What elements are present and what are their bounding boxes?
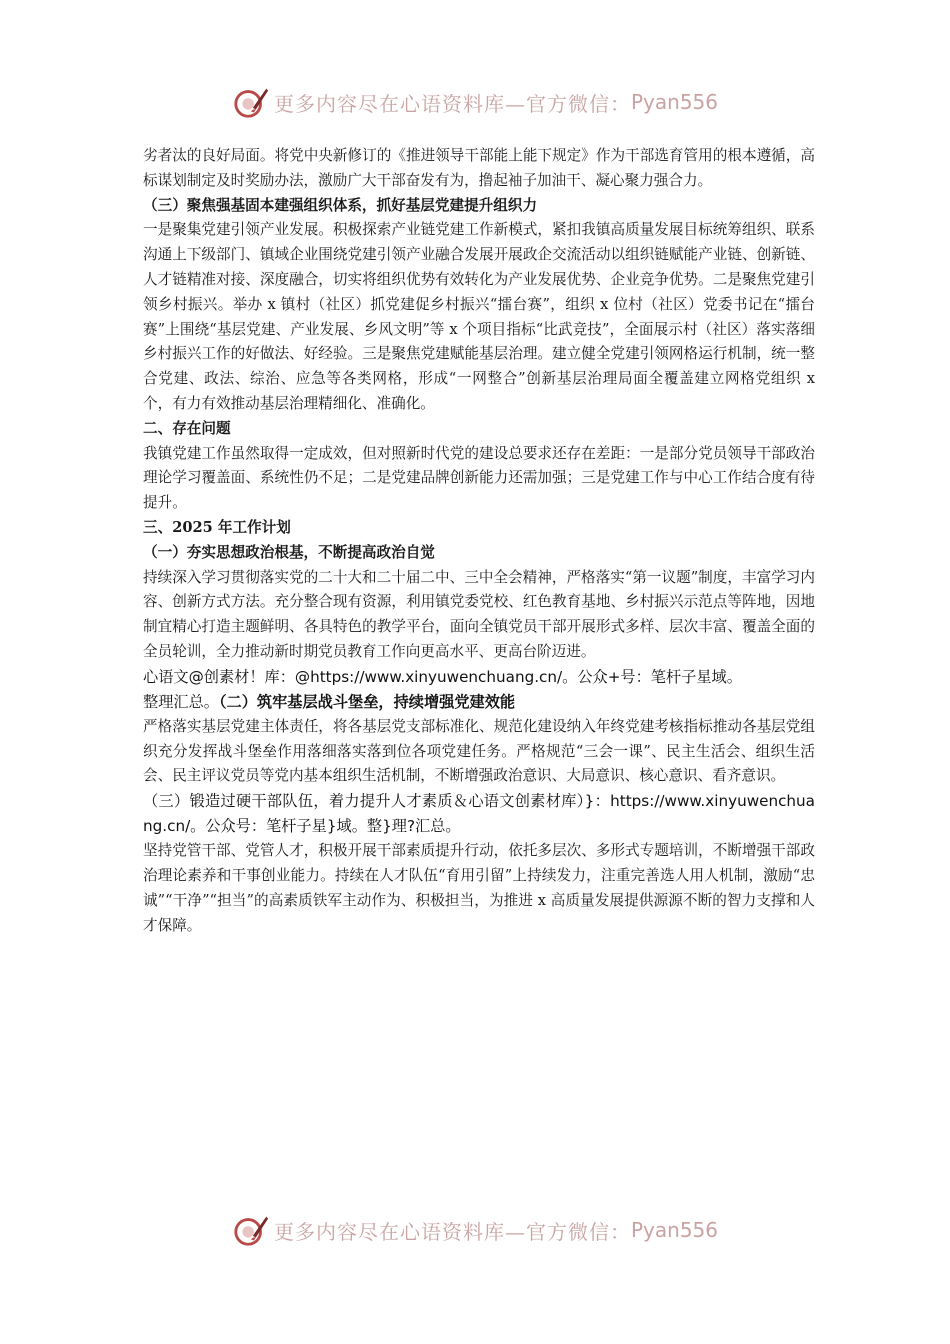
watermark-wechat-id: Pyan556 xyxy=(630,1218,718,1242)
section-heading: （三）聚焦强基固本建强组织体系，抓好基层党建提升组织力 xyxy=(143,196,538,214)
paragraph: 我镇党建工作虽然取得一定成效，但对照新时代党的建设总要求还存在差距：一是部分党员领导干部政治理论学习覆盖面、系统性仍不足；二是党建品牌创新能力还需加强；三是党建工作与中心工作结合度有待提升。 xyxy=(143,444,815,512)
ad-line-with-heading xyxy=(143,690,815,715)
brush-logo-icon xyxy=(232,83,270,121)
watermark-wechat-id: Pyan556 xyxy=(630,90,718,114)
paragraph: 严格落实基层党建主体责任，将各基层党支部标准化、规范化建设纳入年终党建考核指标推动各基层党组织充分发挥战斗堡垒作用落细落实落到位各项党建任务。严格规范“三会一课”、民主生活会、组织生活会、民主评议党员等党内基本组织生活机制，不断增强政治意识、大局意识、核心意识、看齐意识。 xyxy=(143,717,815,785)
watermark-text: 更多内容尽在心语资料库—官方微信： xyxy=(273,91,631,116)
section-heading: （二）筑牢基层战斗堡垒，持续增强党建效能 xyxy=(218,692,516,711)
section-heading: （一）夯实思想政治根基，不断提高政治自觉 xyxy=(143,543,435,561)
paragraph: 一是聚集党建引领产业发展。积极探索产业链党建工作新模式，紧扣我镇高质量发展目标统筹组织、联系沟通上下级部门、镇域企业围绕党建引领产业融合发展开展政企交流活动以组织链赋能产业链、创新链、人才链精准对接、深度融合，切实将组织优势有效转化为产业发展优势、企业竞争优势。二是聚焦党建引领乡村振兴。举办 x 镇村（社区）抓党建促乡村振兴“擂台赛”，组织 x 位村（社区）党委书记在“擂台赛”上围绕“基层党建、产业发展、乡风文明”等 x 个项目指标“比武竞技”，全面展示村（社区）落实落细乡村振兴工作的好做法、好经验。三是聚焦党建赋能基层治理。建立健全党建引领网格运行机制，统一整合党建、政法、综治、应急等各类网格，形成“一网整合”创新基层治理局面全覆盖建立网格党组织 x 个，有力有效推动基层治理精细化、准确化。 xyxy=(143,221,815,412)
paragraph: 持续深入学习贯彻落实党的二十大和二十届二中、三中全会精神，严格落实“第一议题”制度，丰富学习内容、创新方式方法。充分整合现有资源，利用镇党委党校、红色教育基地、乡村振兴示范点等阵地，因地制宜精心打造主题鲜明、各具特色的教学平台，面向全镇党员干部开展形式多样、层次丰富、覆盖全面的全员轮训，全力推动新时期党员教育工作向更高水平、更高台阶迈进。 xyxy=(143,568,815,660)
watermark-header xyxy=(0,82,950,122)
ad-suffix: 整理汇总。 xyxy=(143,692,219,711)
paragraph: 劣者汰的良好局面。将党中央新修订的《推进领导干部能上能下规定》作为干部选育管用的根本遵循，高标谋划制定及时奖励办法，激励广大干部奋发有为，撸起袖子加油干、凝心聚力强合力。 xyxy=(143,147,815,189)
section-heading: 三、2025 年工作计划 xyxy=(143,518,291,536)
watermark-footer xyxy=(0,1210,950,1250)
section-heading: 二、存在问题 xyxy=(143,419,231,437)
ad-heading-block: （三）锻造过硬干部队伍，着力提升人才素质＆心语文创素材库）}：https://www.xinyuwenchuang.cn/。公众号：笔杆子星}域。整}理?汇总。 xyxy=(143,792,815,836)
paragraph: 坚持党管干部、党管人才，积极开展干部素质提升行动，依托多层次、多形式专题培训，不断增强干部政治理论素养和干事创业能力。持续在人才队伍“育用引留”上持续发力，注重完善选人用人机制，激励“忠诚”“干净”“担当”的高素质铁军主动作为、积极担当，为推进 x 高质量发展提供源源不断的智力支撑和人才保障。 xyxy=(143,842,815,934)
document-body xyxy=(143,144,815,938)
brush-logo-icon xyxy=(232,1211,270,1249)
watermark-text: 更多内容尽在心语资料库—官方微信： xyxy=(273,1219,631,1244)
ad-line: 心语文@创素材！库：@https://www.xinyuwenchuang.cn/。公众+号：笔杆子星域。 xyxy=(143,667,742,686)
